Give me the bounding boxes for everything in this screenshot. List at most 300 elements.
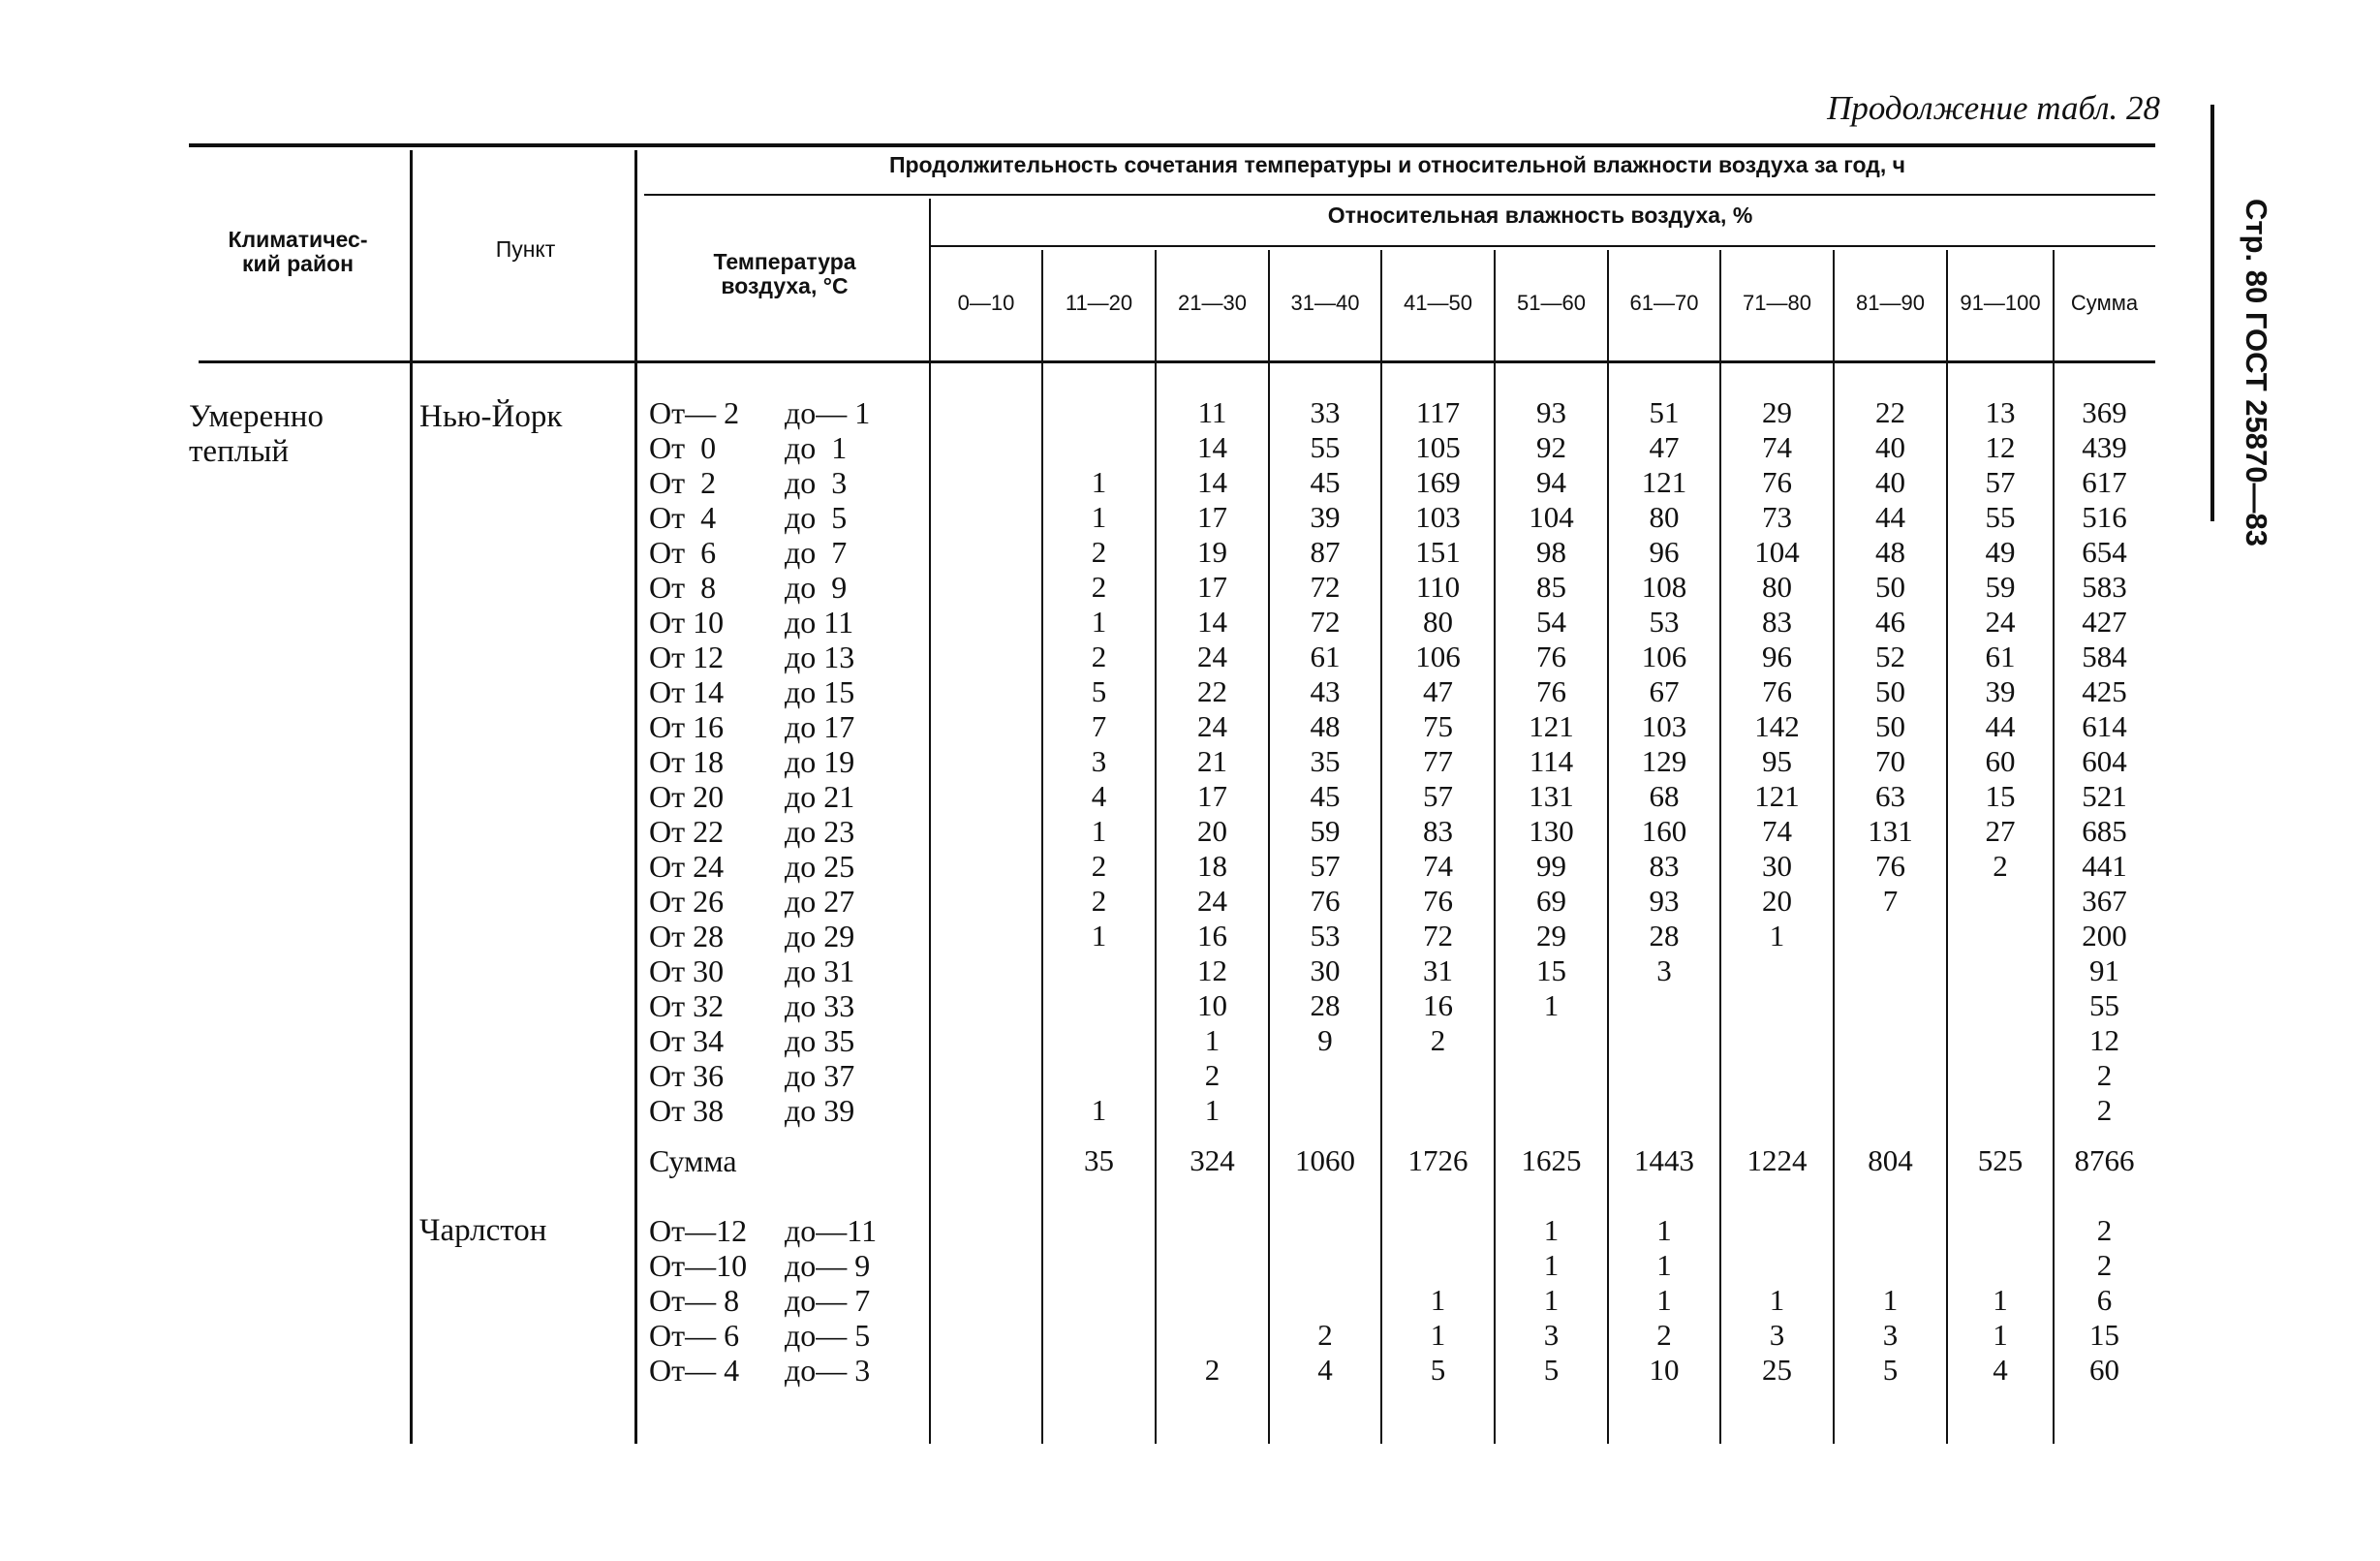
table-cell: 1 bbox=[1993, 1283, 2008, 1317]
temperature-range bbox=[649, 849, 906, 884]
table-cell: 2 bbox=[2096, 1248, 2113, 1282]
table-cell: 160 bbox=[1641, 814, 1687, 848]
table-cell: 24 bbox=[1197, 884, 1227, 918]
temperature-range bbox=[649, 535, 906, 570]
table-cell: 583 bbox=[2082, 570, 2127, 604]
table-cell: 73 bbox=[1762, 500, 1792, 534]
table-cell: 95 bbox=[1762, 744, 1792, 778]
table-cell: 104 bbox=[1754, 535, 1800, 569]
total-cell: 35 bbox=[1084, 1143, 1114, 1177]
table-cell: 1 bbox=[1091, 1093, 1107, 1127]
temperature-range bbox=[649, 744, 906, 779]
header-humidity: Относительная влажность воздуха, % bbox=[1327, 203, 1753, 228]
table-cell: 439 bbox=[2082, 430, 2127, 464]
table-cell: 685 bbox=[2082, 814, 2127, 848]
range-to: до 37 bbox=[785, 1058, 855, 1093]
temperature-range bbox=[649, 709, 906, 744]
table-cell: 3 bbox=[1543, 1318, 1560, 1352]
range-from: От 22 bbox=[649, 814, 725, 849]
table-cell: 96 bbox=[1649, 535, 1680, 569]
table-cell: 61 bbox=[1985, 640, 2016, 673]
temperature-range bbox=[649, 395, 906, 430]
table-cell: 16 bbox=[1197, 919, 1227, 952]
table-cell: 31 bbox=[1423, 953, 1453, 987]
range-from: От 12 bbox=[649, 640, 725, 674]
temperature-range bbox=[649, 500, 906, 535]
temperature-range bbox=[649, 988, 906, 1023]
table-cell: 98 bbox=[1536, 535, 1566, 569]
range-from: От 2 bbox=[649, 465, 717, 500]
table-cell: 80 bbox=[1649, 500, 1680, 534]
table-cell: 516 bbox=[2082, 500, 2127, 534]
temperature-range bbox=[649, 1023, 906, 1058]
range-from: От 28 bbox=[649, 919, 725, 953]
column-header: 61—70 bbox=[1629, 291, 1699, 315]
table-cell: 6 bbox=[2096, 1283, 2113, 1317]
table-cell: 74 bbox=[1762, 430, 1792, 464]
table-cell: 5 bbox=[1430, 1353, 1446, 1387]
table-cell: 114 bbox=[1529, 744, 1574, 778]
table-cell: 12 bbox=[2089, 1023, 2119, 1057]
table-cell: 48 bbox=[1310, 709, 1341, 743]
total-cell: 525 bbox=[1977, 1143, 2024, 1177]
table-cell: 96 bbox=[1762, 640, 1792, 673]
table-cell: 83 bbox=[1762, 605, 1792, 639]
range-to: до 19 bbox=[785, 744, 855, 779]
table-cell: 52 bbox=[1875, 640, 1905, 673]
point-label: Нью-Йорк bbox=[419, 399, 563, 434]
table-cell: 22 bbox=[1197, 674, 1227, 708]
column-header: 21—30 bbox=[1178, 291, 1247, 315]
column-header: 11—20 bbox=[1065, 291, 1133, 315]
table-cell: 131 bbox=[1868, 814, 1913, 848]
header-duration: Продолжительность сочетания температуры и относительной влажности воздуха за год, ч bbox=[888, 152, 1906, 177]
table-cell: 72 bbox=[1310, 570, 1341, 604]
range-to: до 23 bbox=[785, 814, 855, 849]
table-cell: 617 bbox=[2082, 465, 2127, 499]
table-cell: 50 bbox=[1875, 709, 1905, 743]
total-cell: 1443 bbox=[1634, 1143, 1694, 1177]
temperature-range bbox=[649, 1058, 906, 1093]
range-to: до 27 bbox=[785, 884, 855, 919]
table-cell: 76 bbox=[1536, 640, 1566, 673]
table-cell: 2 bbox=[1091, 849, 1107, 883]
range-from: От 0 bbox=[649, 430, 717, 465]
table-cell: 30 bbox=[1762, 849, 1792, 883]
table-cell: 72 bbox=[1423, 919, 1453, 952]
header-region: Климатичес- кий район bbox=[228, 227, 368, 277]
table-cell: 74 bbox=[1762, 814, 1792, 848]
range-to: до 33 bbox=[785, 988, 855, 1023]
table-cell: 50 bbox=[1875, 570, 1905, 604]
table-cell: 142 bbox=[1754, 709, 1800, 743]
table-cell: 76 bbox=[1310, 884, 1341, 918]
temperature-range bbox=[649, 1093, 906, 1128]
table-cell: 1 bbox=[1204, 1023, 1221, 1057]
table-cell: 57 bbox=[1310, 849, 1341, 883]
vrule-col-0 bbox=[929, 199, 931, 1444]
table-cell: 614 bbox=[2082, 709, 2127, 743]
table-cell: 16 bbox=[1423, 988, 1453, 1022]
table-cell: 1 bbox=[1993, 1318, 2008, 1352]
range-to: до 35 bbox=[785, 1023, 855, 1058]
total-cell: 8766 bbox=[2074, 1143, 2135, 1177]
range-from: От 34 bbox=[649, 1023, 725, 1058]
table-cell: 53 bbox=[1310, 919, 1341, 952]
table-cell: 67 bbox=[1649, 674, 1680, 708]
range-from: От 6 bbox=[649, 535, 717, 570]
table-cell: 10 bbox=[1649, 1353, 1680, 1387]
table-cell: 2 bbox=[1656, 1318, 1672, 1352]
table-cell: 24 bbox=[1197, 640, 1227, 673]
table-cell: 46 bbox=[1875, 605, 1905, 639]
table-cell: 367 bbox=[2082, 884, 2127, 918]
rule-under-humidity bbox=[930, 245, 2155, 247]
range-from: От—12 bbox=[649, 1213, 748, 1248]
table-cell: 22 bbox=[1875, 395, 1905, 429]
range-from: От 30 bbox=[649, 953, 725, 988]
table-cell: 14 bbox=[1197, 430, 1227, 464]
range-to: до— 1 bbox=[785, 395, 871, 430]
table-cell: 1 bbox=[1204, 1093, 1221, 1127]
table-cell: 99 bbox=[1536, 849, 1566, 883]
table-cell: 4 bbox=[1091, 779, 1107, 813]
table-cell: 87 bbox=[1310, 535, 1341, 569]
table-cell: 369 bbox=[2082, 395, 2127, 429]
table-cell: 3 bbox=[1882, 1318, 1899, 1352]
table-cell: 4 bbox=[1317, 1353, 1333, 1387]
table-cell: 76 bbox=[1762, 465, 1792, 499]
table-cell: 2 bbox=[1091, 535, 1107, 569]
table-cell: 15 bbox=[1985, 779, 2016, 813]
table-cell: 49 bbox=[1985, 535, 2016, 569]
temperature-range bbox=[649, 640, 906, 674]
range-to: до—11 bbox=[785, 1213, 878, 1248]
table-cell: 5 bbox=[1882, 1353, 1899, 1387]
table-cell: 2 bbox=[1993, 849, 2008, 883]
range-from: От 20 bbox=[649, 779, 725, 814]
column-header: 71—80 bbox=[1743, 291, 1811, 315]
rule-header-bottom bbox=[199, 360, 2155, 363]
column-header: 0—10 bbox=[957, 291, 1015, 315]
table-cell: 85 bbox=[1536, 570, 1566, 604]
temperature-range bbox=[649, 884, 906, 919]
range-to: до 39 bbox=[785, 1093, 855, 1128]
table-cell: 12 bbox=[1197, 953, 1227, 987]
range-to: до 3 bbox=[785, 465, 848, 500]
temperature-range bbox=[649, 814, 906, 849]
table-cell: 17 bbox=[1197, 570, 1227, 604]
table-cell: 83 bbox=[1649, 849, 1680, 883]
range-to: до 31 bbox=[785, 953, 855, 988]
table-cell: 1 bbox=[1091, 814, 1107, 848]
range-to: до 29 bbox=[785, 919, 855, 953]
table-cell: 1 bbox=[1430, 1318, 1446, 1352]
table-cell: 200 bbox=[2082, 919, 2127, 952]
table-cell: 106 bbox=[1641, 640, 1687, 673]
table-cell: 24 bbox=[1197, 709, 1227, 743]
temperature-range bbox=[649, 1248, 906, 1283]
range-from: От 32 bbox=[649, 988, 725, 1023]
table-cell: 70 bbox=[1875, 744, 1905, 778]
table-cell: 1 bbox=[1091, 919, 1107, 952]
table-cell: 17 bbox=[1197, 500, 1227, 534]
temperature-range bbox=[649, 605, 906, 640]
range-from: От— 2 bbox=[649, 395, 740, 430]
table-cell: 40 bbox=[1875, 430, 1905, 464]
table-cell: 1 bbox=[1543, 988, 1560, 1022]
table-cell: 60 bbox=[1985, 744, 2016, 778]
table-cell: 55 bbox=[2089, 988, 2119, 1022]
header-temperature: Температура воздуха, °С bbox=[713, 249, 856, 299]
point-label: Чарлстон bbox=[419, 1213, 547, 1248]
table-cell: 47 bbox=[1649, 430, 1680, 464]
table-cell: 45 bbox=[1310, 465, 1341, 499]
range-to: до— 3 bbox=[785, 1353, 871, 1388]
column-header: 51—60 bbox=[1517, 291, 1586, 315]
table-cell: 48 bbox=[1875, 535, 1905, 569]
table-cell: 108 bbox=[1641, 570, 1687, 604]
table-cell: 69 bbox=[1536, 884, 1566, 918]
column-header: Сумма bbox=[2070, 291, 2139, 315]
range-to: до 9 bbox=[785, 570, 848, 605]
table-cell: 76 bbox=[1875, 849, 1905, 883]
table-cell: 53 bbox=[1649, 605, 1680, 639]
table-cell: 20 bbox=[1197, 814, 1227, 848]
table-cell: 28 bbox=[1649, 919, 1680, 952]
table-cell: 12 bbox=[1985, 430, 2016, 464]
table-cell: 59 bbox=[1310, 814, 1341, 848]
range-from: От 18 bbox=[649, 744, 725, 779]
table-cell: 1 bbox=[1091, 465, 1107, 499]
range-from: От 16 bbox=[649, 709, 725, 744]
temperature-range bbox=[649, 430, 906, 465]
range-to: до— 7 bbox=[785, 1283, 871, 1318]
temperature-range bbox=[649, 1213, 906, 1248]
table-cell: 4 bbox=[1993, 1353, 2008, 1387]
table-cell: 77 bbox=[1423, 744, 1453, 778]
range-from: От 26 bbox=[649, 884, 725, 919]
table-cell: 74 bbox=[1423, 849, 1453, 883]
table-cell: 3 bbox=[1769, 1318, 1785, 1352]
table-cell: 27 bbox=[1985, 814, 2016, 848]
table-cell: 57 bbox=[1985, 465, 2016, 499]
range-from: От— 8 bbox=[649, 1283, 740, 1318]
column-header: 91—100 bbox=[1960, 291, 2041, 315]
table-cell: 121 bbox=[1641, 465, 1687, 499]
table-cell: 151 bbox=[1415, 535, 1461, 569]
temperature-range bbox=[649, 674, 906, 709]
table-cell: 10 bbox=[1197, 988, 1227, 1022]
table-cell: 2 bbox=[1204, 1058, 1221, 1092]
sidebar-rule bbox=[2210, 105, 2214, 521]
temperature-range bbox=[649, 1353, 906, 1388]
table-cell: 117 bbox=[1415, 395, 1461, 429]
table-cell: 29 bbox=[1536, 919, 1566, 952]
temperature-range bbox=[649, 570, 906, 605]
table-cell: 75 bbox=[1423, 709, 1453, 743]
temperature-range bbox=[649, 465, 906, 500]
table-cell: 76 bbox=[1536, 674, 1566, 708]
table-cell: 1 bbox=[1091, 500, 1107, 534]
table-cell: 2 bbox=[1091, 884, 1107, 918]
total-cell: 1060 bbox=[1295, 1143, 1355, 1177]
table-cell: 654 bbox=[2082, 535, 2127, 569]
range-to: до 17 bbox=[785, 709, 855, 744]
table-cell: 19 bbox=[1197, 535, 1227, 569]
temperature-range bbox=[649, 1318, 906, 1353]
table-cell: 91 bbox=[2089, 953, 2119, 987]
table-cell: 45 bbox=[1310, 779, 1341, 813]
table-cell: 1 bbox=[1543, 1283, 1560, 1317]
temperature-range bbox=[649, 953, 906, 988]
table-cell: 2 bbox=[2096, 1058, 2113, 1092]
table-cell: 9 bbox=[1317, 1023, 1333, 1057]
table-cell: 92 bbox=[1536, 430, 1566, 464]
table-cell: 11 bbox=[1197, 395, 1227, 429]
table-cell: 21 bbox=[1197, 744, 1227, 778]
table-cell: 1 bbox=[1091, 605, 1107, 639]
table-cell: 60 bbox=[2089, 1353, 2119, 1387]
table-cell: 521 bbox=[2082, 779, 2127, 813]
table-cell: 72 bbox=[1310, 605, 1341, 639]
table-cell: 110 bbox=[1415, 570, 1461, 604]
table-cell: 44 bbox=[1985, 709, 2016, 743]
range-to: до 13 bbox=[785, 640, 855, 674]
table-cell: 427 bbox=[2082, 605, 2127, 639]
table-cell: 76 bbox=[1423, 884, 1453, 918]
table-continuation-caption: Продолжение табл. 28 bbox=[1827, 89, 2160, 127]
table-cell: 2 bbox=[1091, 570, 1107, 604]
table-cell: 14 bbox=[1197, 465, 1227, 499]
table-cell: 54 bbox=[1536, 605, 1566, 639]
table-cell: 3 bbox=[1091, 744, 1107, 778]
range-from: От— 6 bbox=[649, 1318, 740, 1353]
table-cell: 55 bbox=[1310, 430, 1341, 464]
range-to: до— 5 bbox=[785, 1318, 871, 1353]
total-cell: 1726 bbox=[1407, 1143, 1468, 1177]
table-cell: 61 bbox=[1310, 640, 1341, 673]
table-cell: 13 bbox=[1985, 395, 2016, 429]
table-cell: 1 bbox=[1430, 1283, 1446, 1317]
column-header: 81—90 bbox=[1856, 291, 1925, 315]
table-cell: 51 bbox=[1649, 395, 1680, 429]
table-cell: 2 bbox=[1091, 640, 1107, 673]
table-cell: 121 bbox=[1754, 779, 1800, 813]
table-cell: 59 bbox=[1985, 570, 2016, 604]
page-sidebar-label: Стр. 80 ГОСТ 25870—83 bbox=[2240, 199, 2273, 546]
table-cell: 17 bbox=[1197, 779, 1227, 813]
range-from: От 8 bbox=[649, 570, 717, 605]
table-cell: 7 bbox=[1882, 884, 1899, 918]
table-cell: 1 bbox=[1882, 1283, 1899, 1317]
range-from: От 10 bbox=[649, 605, 725, 640]
table-cell: 584 bbox=[2082, 640, 2127, 673]
table-cell: 106 bbox=[1415, 640, 1461, 673]
total-cell: 324 bbox=[1190, 1143, 1235, 1177]
table-cell: 35 bbox=[1310, 744, 1341, 778]
table-cell: 29 bbox=[1762, 395, 1792, 429]
range-from: От 36 bbox=[649, 1058, 725, 1093]
table-cell: 1 bbox=[1656, 1213, 1672, 1247]
temperature-range bbox=[649, 779, 906, 814]
table-cell: 33 bbox=[1310, 395, 1341, 429]
header-point: Пункт bbox=[495, 236, 556, 262]
table-cell: 130 bbox=[1529, 814, 1574, 848]
table-cell: 425 bbox=[2082, 674, 2127, 708]
table-cell: 43 bbox=[1310, 674, 1341, 708]
table-cell: 63 bbox=[1875, 779, 1905, 813]
table-cell: 24 bbox=[1985, 605, 2016, 639]
temperature-range bbox=[649, 919, 906, 953]
vrule-region-point bbox=[410, 150, 413, 1444]
table-cell: 93 bbox=[1649, 884, 1680, 918]
table-cell: 129 bbox=[1641, 744, 1687, 778]
range-from: От 24 bbox=[649, 849, 725, 884]
table-cell: 121 bbox=[1529, 709, 1574, 743]
range-to: до— 9 bbox=[785, 1248, 871, 1283]
range-to: до 5 bbox=[785, 500, 848, 535]
table-cell: 20 bbox=[1762, 884, 1792, 918]
table-cell: 57 bbox=[1423, 779, 1453, 813]
table-cell: 1 bbox=[1656, 1283, 1672, 1317]
table-cell: 94 bbox=[1536, 465, 1566, 499]
range-to: до 11 bbox=[785, 605, 854, 640]
range-to: до 21 bbox=[785, 779, 855, 814]
column-header: 41—50 bbox=[1404, 291, 1472, 315]
range-to: до 25 bbox=[785, 849, 855, 884]
table-cell: 2 bbox=[2096, 1213, 2113, 1247]
range-from: От— 4 bbox=[649, 1353, 740, 1388]
table-cell: 103 bbox=[1641, 709, 1687, 743]
total-cell: 1224 bbox=[1746, 1143, 1808, 1177]
table-cell: 76 bbox=[1762, 674, 1792, 708]
table-cell: 7 bbox=[1091, 709, 1107, 743]
table-cell: 1 bbox=[1656, 1248, 1672, 1282]
table-cell: 39 bbox=[1985, 674, 2016, 708]
table-cell: 18 bbox=[1197, 849, 1227, 883]
table-cell: 25 bbox=[1762, 1353, 1792, 1387]
table-cell: 50 bbox=[1875, 674, 1905, 708]
table-cell: 1 bbox=[1543, 1248, 1560, 1282]
table-cell: 44 bbox=[1875, 500, 1905, 534]
table-cell: 80 bbox=[1423, 605, 1453, 639]
total-cell: 804 bbox=[1868, 1143, 1913, 1177]
total-label: Сумма bbox=[649, 1143, 737, 1178]
table-cell: 604 bbox=[2082, 744, 2127, 778]
table-cell: 1 bbox=[1543, 1213, 1560, 1247]
column-header: 31—40 bbox=[1290, 291, 1360, 315]
table-cell: 105 bbox=[1415, 430, 1461, 464]
table-cell: 3 bbox=[1656, 953, 1672, 987]
range-to: до 7 bbox=[785, 535, 848, 570]
table-cell: 169 bbox=[1415, 465, 1461, 499]
table-cell: 47 bbox=[1423, 674, 1453, 708]
table-cell: 30 bbox=[1310, 953, 1341, 987]
table-cell: 83 bbox=[1423, 814, 1453, 848]
range-from: От 14 bbox=[649, 674, 725, 709]
rule-top bbox=[189, 143, 2155, 147]
range-from: От 38 bbox=[649, 1093, 725, 1128]
table-cell: 131 bbox=[1529, 779, 1574, 813]
table-cell: 80 bbox=[1762, 570, 1792, 604]
table-cell: 15 bbox=[2089, 1318, 2119, 1352]
table-cell: 14 bbox=[1197, 605, 1227, 639]
range-to: до 15 bbox=[785, 674, 855, 709]
temperature-range bbox=[649, 1283, 906, 1318]
table-cell: 15 bbox=[1536, 953, 1566, 987]
table-cell: 2 bbox=[1204, 1353, 1221, 1387]
